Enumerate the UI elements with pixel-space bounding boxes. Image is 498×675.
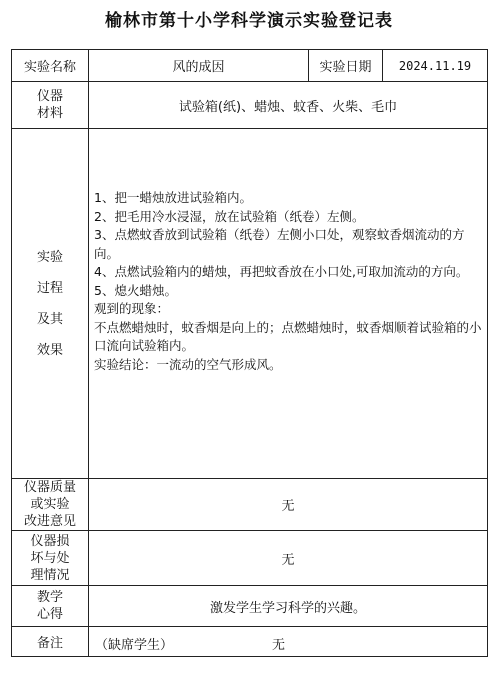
process-row [12,129,488,479]
reflection-value: 激发学生学习科学的兴趣。 [89,586,488,627]
experiment-date-label: 实验日期 [309,50,383,82]
materials-label-line: 材料 [36,106,63,121]
experiment-name-row [12,50,488,82]
quality-row [12,479,488,531]
experiment-date-value: 2024.11.19 [383,50,488,82]
observation-heading: 观到的现象： [94,301,170,316]
process-step: 4、点燃试验箱内的蜡烛，再把蚊香放在小口处,可取加流动的方向。 [94,264,469,279]
remarks-content [89,627,488,657]
remarks-row [12,627,488,657]
damage-label-line: 仪器损 [30,533,70,549]
remarks-value: 无 [272,638,286,653]
quality-label [12,479,89,531]
materials-label-line: 仪器 [36,89,63,104]
damage-label [12,531,89,586]
conclusion-text: 实验结论：一流动的空气形成风。 [94,356,282,372]
experiment-name-value: 风的成因 [89,50,309,82]
quality-label-line: 或实验 [30,497,70,512]
damage-label-line: 坏与处 [30,550,70,566]
process-label-line: 过程 [36,280,63,296]
experiment-record-table [11,49,488,657]
materials-label [12,82,89,129]
reflection-row [12,586,488,627]
process-content [89,129,488,479]
quality-value: 无 [89,479,488,531]
quality-label-line: 改进意见 [23,514,76,529]
damage-label-line: 理情况 [30,567,70,583]
quality-label-line: 仪器质量 [23,480,76,495]
experiment-name-label: 实验名称 [12,50,89,82]
page-title: 榆林市第十小学科学演示实验登记表 [105,11,393,31]
process-step: 3、点燃蚊香放到试验箱（纸卷）左侧小口处，观察蚊香烟流动的方向。 [94,227,465,261]
reflection-label-line: 教学 [36,590,63,605]
damage-value: 无 [89,531,488,586]
materials-value: 试验箱(纸)、蜡烛、蚊香、火柴、毛巾 [89,82,488,129]
reflection-label-line: 心得 [36,607,63,622]
process-step: 1、把一蜡烛放进试验箱内。 [94,190,252,205]
process-label-line: 及其 [36,311,63,327]
process-step: 2、把毛用冷水浸湿，放在试验箱（纸卷）左侧。 [94,208,365,224]
reflection-label [12,586,89,627]
damage-row [12,531,488,586]
process-step: 5、熄火蜡烛。 [94,282,177,298]
process-label-line: 效果 [36,342,63,358]
process-label [12,129,89,479]
observation-text: 不点燃蜡烛时，蚊香烟是向上的；点燃蜡烛时，蚊香烟顺着试验箱的小口流向试验箱内。 [94,319,482,353]
materials-row [12,82,488,129]
remarks-label: 备注 [12,627,89,657]
process-label-line: 实验 [36,249,63,265]
absent-students-label: （缺席学生） [95,638,174,653]
